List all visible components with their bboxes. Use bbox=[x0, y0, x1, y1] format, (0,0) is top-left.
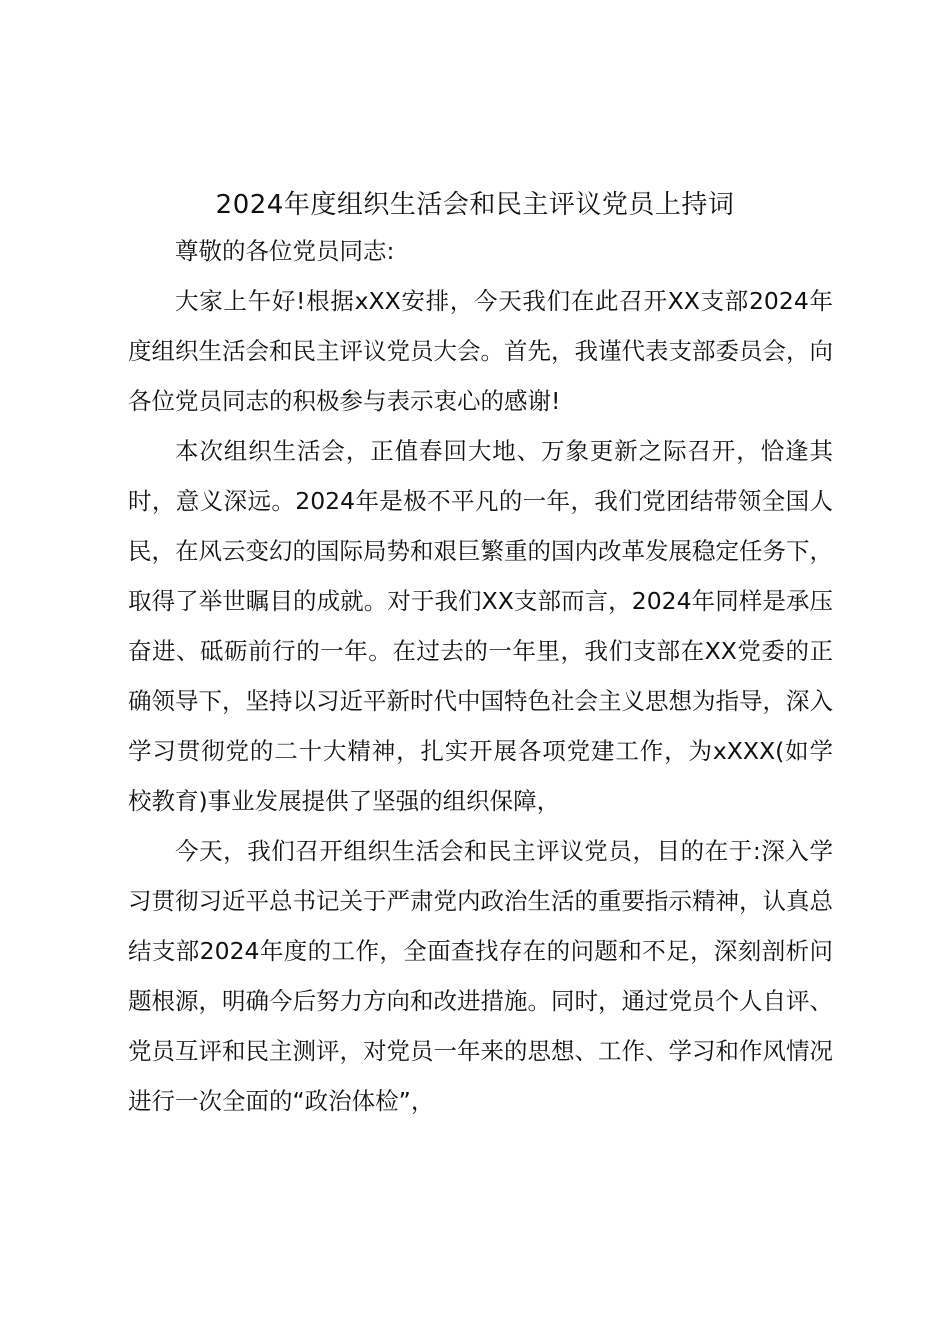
document-body bbox=[128, 226, 833, 1126]
paragraph-background: 本次组织生活会，正值春回大地、万象更新之际召开，恰逢其时，意义深远。2024年是极不平凡的一年，我们党团结带领全国人民，在风云变幻的国际局势和艰巨繁重的国内改革发展稳定任务下，取得了举世瞩目的成就。对于我们XX支部而言，2024年同样是承压奋进、砥砺前行的一年。在过去的一年里，我们支部在XX党委的正确领导下，坚持以习近平新时代中国特色社会主义思想为指导，深入学习贯彻党的二十大精神，扎实开展各项党建工作，为xXXX(如学校教育)事业发展提供了坚强的组织保障， bbox=[128, 437, 833, 815]
paragraph-purpose: 今天，我们召开组织生活会和民主评议党员，目的在于:深入学习贯彻习近平总书记关于严肃党内政治生活的重要指示精神，认真总结支部2024年度的工作，全面查找存在的问题和不足，深刻剖析问题根源，明确今后努力方向和改进措施。同时，通过党员个人自评、党员互评和民主测评，对党员一年来的思想、工作、学习和作风情况进行一次全面的“政治体检”， bbox=[128, 837, 833, 1115]
paragraph-opening: 大家上午好!根据xXX安排，今天我们在此召开XX支部2024年度组织生活会和民主评议党员大会。首先，我谨代表支部委员会，向各位党员同志的积极参与表示衷心的感谢! bbox=[128, 287, 833, 415]
document-title: 2024年度组织生活会和民主评议党员上持词 bbox=[215, 190, 735, 220]
greeting-line: 尊敬的各位党员同志: bbox=[175, 237, 395, 265]
